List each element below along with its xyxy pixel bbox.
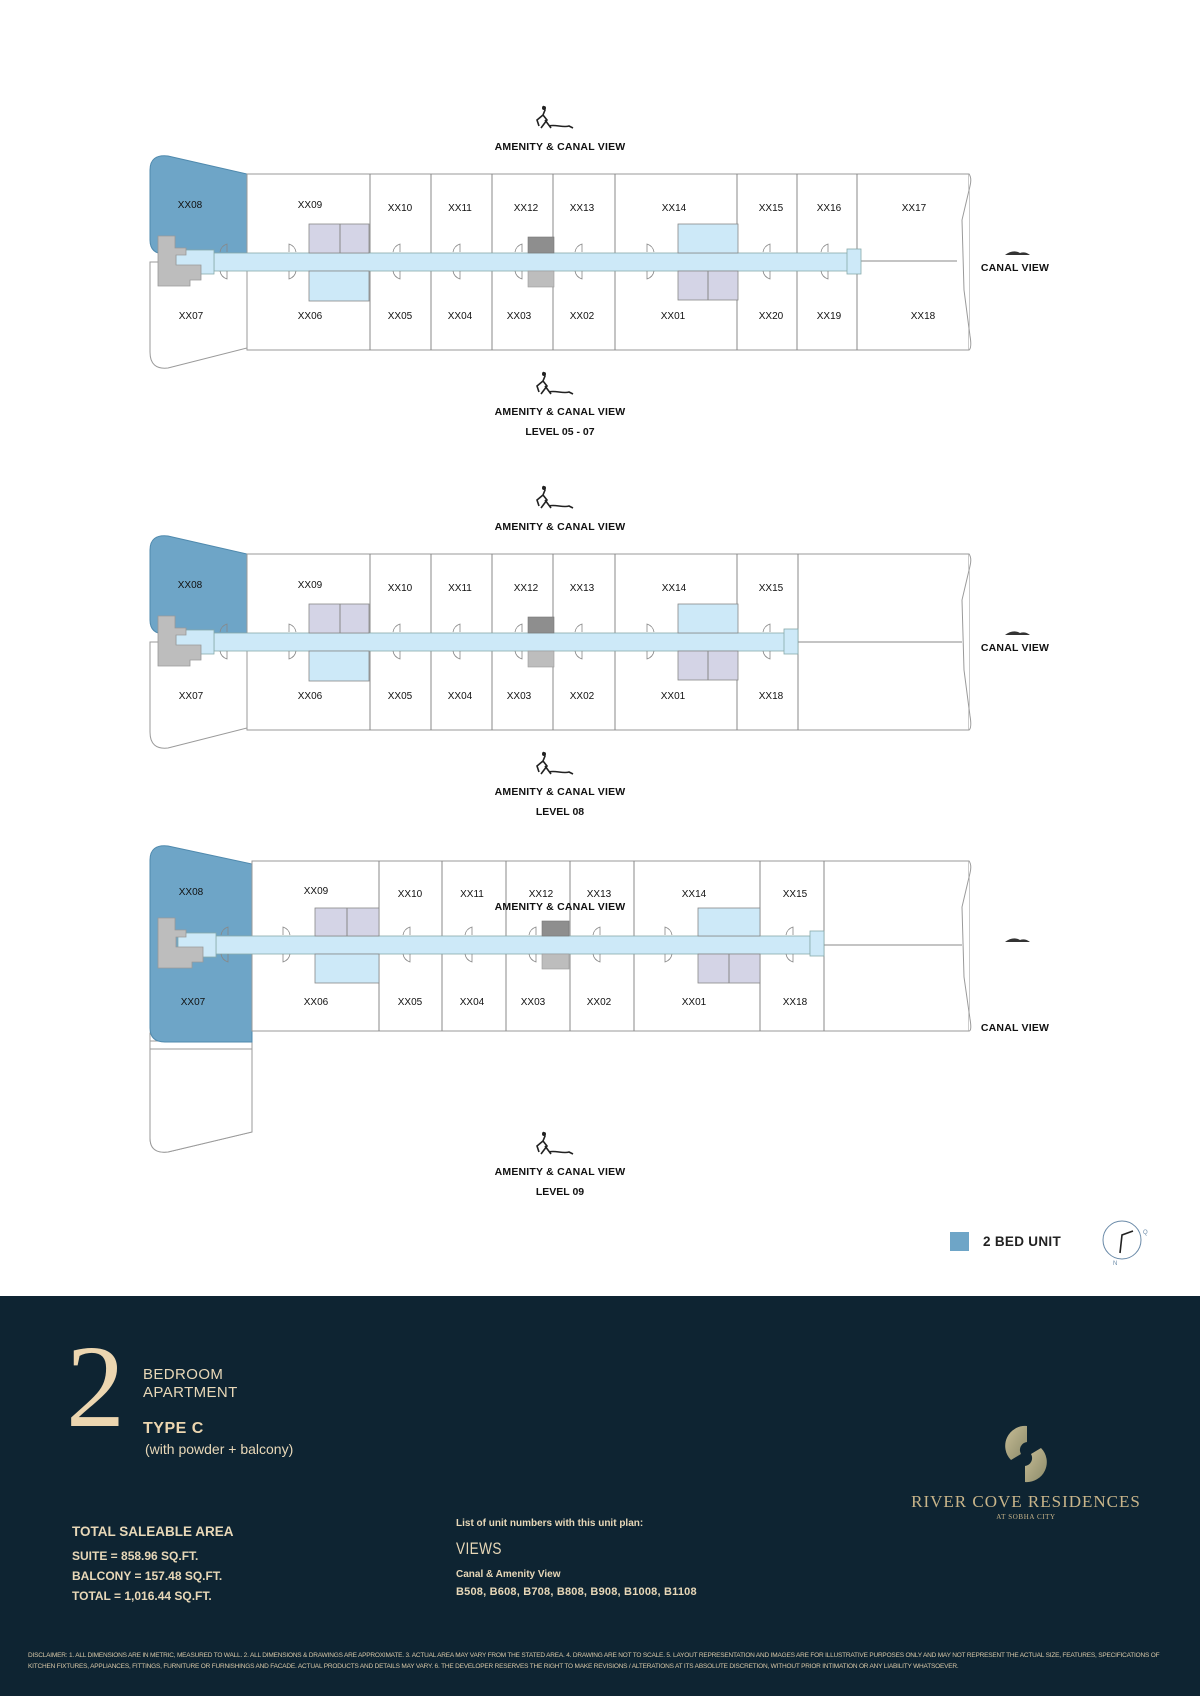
- apartment-title-line1: BEDROOM: [143, 1366, 224, 1383]
- amenity-canal-view-label-bottom: AMENITY & CANAL VIEW: [494, 786, 626, 798]
- unit-numbers: B508, B608, B708, B808, B908, B1008, B1108: [456, 1586, 697, 1598]
- unit-label: XX04: [447, 691, 473, 702]
- unit-label: XX11: [448, 583, 472, 594]
- amenity-view-icon: [537, 486, 573, 508]
- apartment-title-line2: APARTMENT: [143, 1384, 238, 1401]
- unit-label: XX01: [660, 691, 686, 702]
- amenity-canal-view-label-bottom: AMENITY & CANAL VIEW: [494, 406, 626, 418]
- unit-label: XX12: [513, 583, 539, 594]
- floor-plan-drawing: [0, 380, 1200, 820]
- unit-label: XX14: [661, 203, 687, 214]
- north-compass-icon: [1100, 1218, 1150, 1268]
- unit-label: XX07: [180, 997, 206, 1008]
- floor-plan-level-09-final: [0, 760, 1200, 1200]
- unit-label: XX09: [297, 200, 323, 211]
- unit-label: XX10: [387, 203, 413, 214]
- unit-label: XX10: [397, 889, 423, 900]
- unit-label: XX15: [758, 203, 784, 214]
- unit-label: XX06: [297, 311, 323, 322]
- unit-label: XX18: [910, 311, 936, 322]
- brand-subtitle: AT SOBHA CITY: [996, 1513, 1056, 1521]
- views-heading: VIEWS: [456, 1539, 502, 1558]
- unit-label: XX15: [758, 583, 784, 594]
- unit-label: XX18: [782, 997, 808, 1008]
- legend: [950, 1232, 1061, 1251]
- unit-label: XX13: [569, 203, 595, 214]
- unit-label: XX05: [387, 311, 413, 322]
- unit-label: XX03: [506, 311, 532, 322]
- area-suite: SUITE = 858.96 SQ.FT.: [72, 1549, 199, 1563]
- amenity-view-icon: [537, 106, 573, 128]
- unit-label: XX08: [177, 580, 203, 591]
- unit-label: XX19: [816, 311, 842, 322]
- level-label: LEVEL 05 - 07: [525, 426, 595, 438]
- unit-label: XX16: [816, 203, 842, 214]
- unit-label: XX06: [303, 997, 329, 1008]
- amenity-view-icon: [537, 1132, 573, 1154]
- view-name: Canal & Amenity View: [456, 1569, 561, 1580]
- area-total: TOTAL = 1,016.44 SQ.FT.: [72, 1589, 212, 1603]
- lift-lobby: [309, 604, 369, 633]
- saleable-area: [72, 1524, 234, 1606]
- unit-label: XX12: [513, 203, 539, 214]
- canal-view-label: CANAL VIEW: [980, 262, 1050, 274]
- unit-label: XX08: [178, 887, 204, 898]
- unit-label: XX01: [660, 311, 686, 322]
- brand-block: [906, 1424, 1146, 1521]
- unit-label: XX18: [758, 691, 784, 702]
- canal-view-icon: [1005, 631, 1030, 635]
- unit-label: XX02: [586, 997, 612, 1008]
- unit-label: XX14: [681, 889, 707, 900]
- unit-label: XX11: [448, 203, 472, 214]
- unit-label: XX06: [297, 691, 323, 702]
- unit-label: XX14: [661, 583, 687, 594]
- canal-view-label: CANAL VIEW: [980, 1022, 1050, 1034]
- unit-label: XX17: [901, 203, 927, 214]
- bedroom-count: 2: [66, 1321, 125, 1452]
- unit-list-intro: List of unit numbers with this unit plan:: [456, 1518, 644, 1529]
- svg-text:N: N: [1113, 1261, 1118, 1267]
- area-balcony: BALCONY = 157.48 SQ.FT.: [72, 1569, 223, 1583]
- canal-view-icon: [1005, 251, 1030, 255]
- unit-label: XX03: [506, 691, 532, 702]
- area-heading: TOTAL SALEABLE AREA: [72, 1524, 234, 1539]
- canal-view-label: CANAL VIEW: [980, 642, 1050, 654]
- unit-label: XX02: [569, 311, 595, 322]
- amenity-canal-view-label-top: AMENITY & CANAL VIEW: [494, 901, 626, 913]
- unit-label: XX13: [569, 583, 595, 594]
- unit-label: XX15: [782, 889, 808, 900]
- floor-plan-level-08: [0, 380, 1200, 820]
- unit-label: XX03: [520, 997, 546, 1008]
- canal-view-icon: [1005, 938, 1030, 942]
- amenity-canal-view-label-top: AMENITY & CANAL VIEW: [494, 521, 626, 533]
- unit-label: XX04: [447, 311, 473, 322]
- unit-label: XX10: [387, 583, 413, 594]
- unit-label: XX07: [178, 311, 204, 322]
- lift-lobby: [309, 224, 369, 253]
- unit-label: XX05: [387, 691, 413, 702]
- unit-numbers-list: [456, 1518, 697, 1598]
- amenity-canal-view-label-top: AMENITY & CANAL VIEW: [494, 141, 626, 153]
- unit-label: XX12: [528, 889, 554, 900]
- floor-plan-level-09: [0, 760, 1200, 1200]
- unit-label: XX09: [297, 580, 323, 591]
- corridor: [216, 936, 810, 954]
- corridor: [214, 633, 786, 651]
- unit-label: XX05: [397, 997, 423, 1008]
- apartment-title: [143, 1366, 238, 1402]
- level-label: LEVEL 08: [535, 806, 585, 818]
- floor-plan-drawing: [0, 0, 1200, 440]
- svg-text:Q: Q: [1143, 1230, 1148, 1236]
- level-label: LEVEL 09: [535, 1186, 585, 1198]
- disclaimer: DISCLAIMER: 1. ALL DIMENSIONS ARE IN METRIC, MEASURED TO WALL. 2. ALL DIMENSIONS & DRAWINGS ARE APPROXIMATE. 3. ACTUAL AREA MAY VARY FROM THE STATED AREA. 4. DRAWING ARE NOT TO SCALE. 5. LAYOUT REPRESENTATION AND IMAGES ARE FOR ILLUSTRATIVE PURPOSES ONLY AND MAY NOT REPRESENT THE ACTUAL SIZE, FEATURES, SPECIFICATIONS OF KITCHEN FIXTURES, APPLIANCES, FITTINGS, FURNITURE OR FURNISHINGS AND FACADE. ACTUAL PRODUCTS AND DETAILS MAY VARY. 6. THE DEVELOPER RESERVES THE RIGHT TO MAKE REVISIONS / ALTERATIONS AT ITS ABSOLUTE DISCRETION, WITHOUT PRIOR INTIMATION OR ANY LIABILITY WHATSOEVER.: [28, 1652, 1160, 1670]
- unit-label: XX04: [459, 997, 485, 1008]
- amenity-canal-view-label-bottom: AMENITY & CANAL VIEW: [494, 1166, 626, 1178]
- river-cove-logo-icon: [1003, 1424, 1049, 1484]
- info-panel: [0, 1296, 1200, 1696]
- unit-label: XX01: [681, 997, 707, 1008]
- unit-label: XX20: [758, 311, 784, 322]
- brand-name: RIVER COVE RESIDENCES: [911, 1492, 1141, 1511]
- floor-plan-level-05-07: [0, 0, 1200, 440]
- corridor: [214, 253, 854, 271]
- unit-label: XX08: [177, 200, 203, 211]
- unit-label: XX13: [586, 889, 612, 900]
- unit-label: XX07: [178, 691, 204, 702]
- two-bed-unit-swatch: [950, 1232, 969, 1251]
- unit-label: XX09: [303, 886, 329, 897]
- unit-label: XX02: [569, 691, 595, 702]
- apartment-subtitle: (with powder + balcony): [145, 1441, 294, 1457]
- unit-label: XX11: [460, 889, 484, 900]
- legend-label: 2 BED UNIT: [983, 1234, 1062, 1249]
- apartment-type: TYPE C: [143, 1420, 204, 1437]
